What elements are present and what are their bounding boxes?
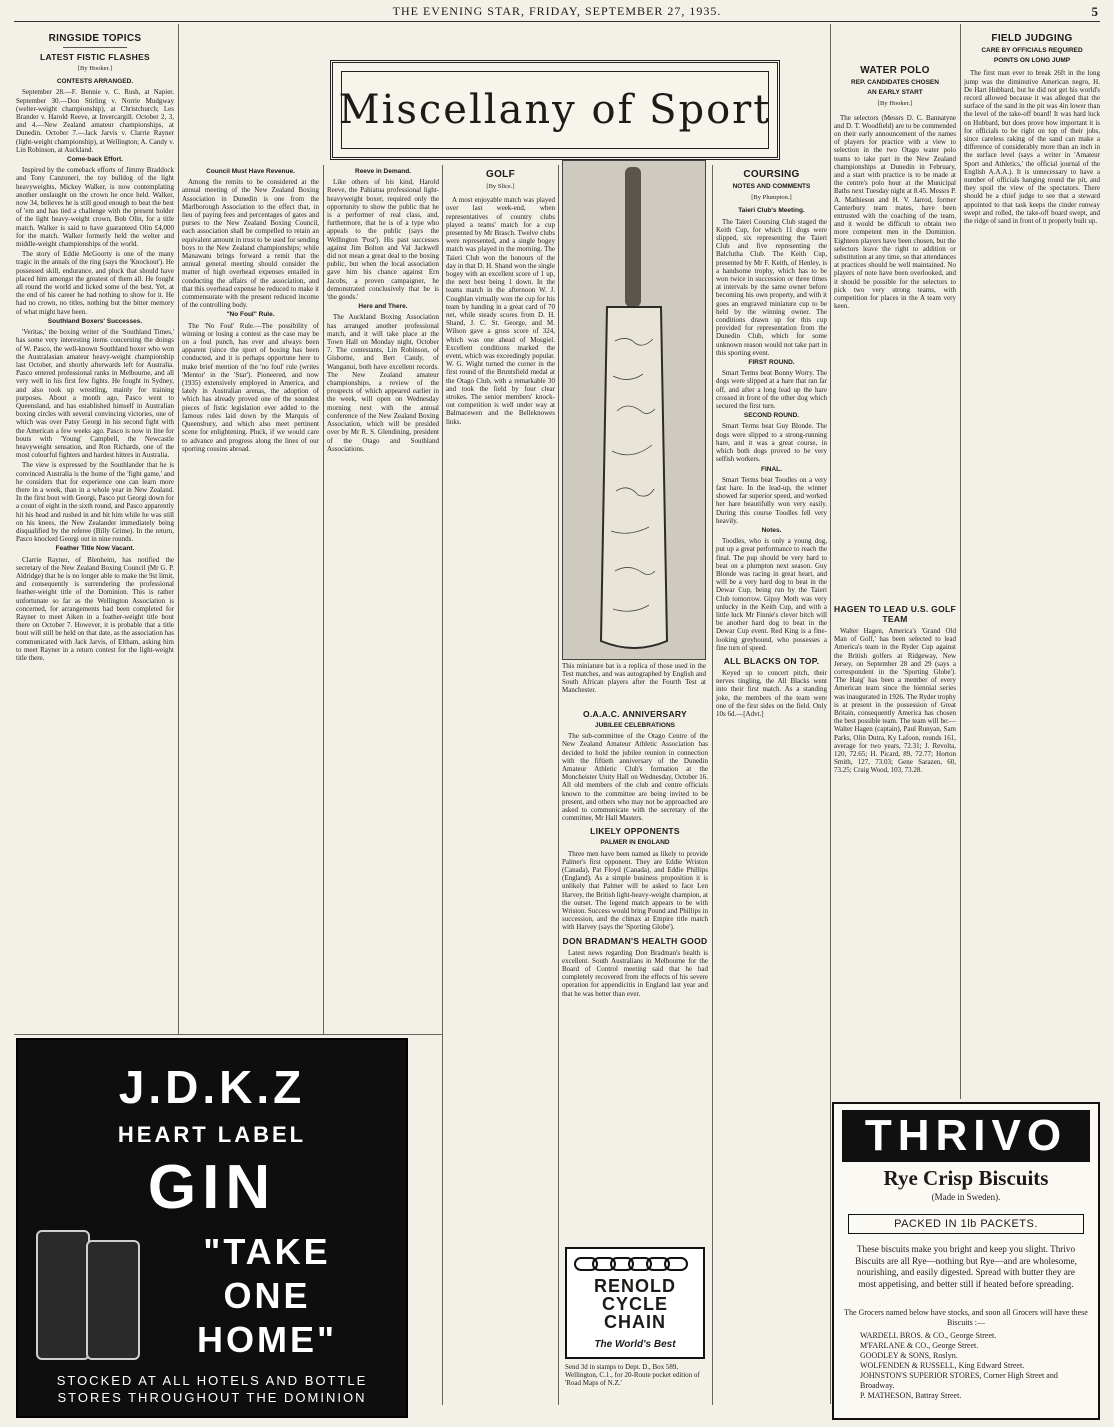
gin-product: GIN xyxy=(147,1153,277,1222)
renold-note: Send 3d in stamps to Dept. D., Box 589, Wellington, C.1., for 20-Route pocket edition of 'Road Maps of N.Z.' xyxy=(565,1363,700,1387)
section-text: The view is expressed by the Southlander that he is convinced Australia is the home of the 'fight game,' and he considers that for experience one can learn more there in a week, than in a whole year in New Zealand. In the first bout with Georgi, Pasco put Georgi down for a count of eight in the sixth round, and Pasco apparently hit his head and rushed in and hit him while he was still on his knees, the New Zealander immediately being disqualified by the referee (Billy Grime). In the return, Pasco knocked Georgi out in nine rounds. xyxy=(16,461,174,544)
boxing-column-3 xyxy=(327,166,439,1032)
photo-column-stories xyxy=(562,705,708,1245)
oaac-text: The sub-committee of the Otago Centre of the New Zealand Amateur Athletic Association has decided to hold the jubilee reunion in connection with the fiftieth anniversary of the Dunedin Amateur Athletic Club's formation at the Moncheister Unity Hall on Wednesday, October 16. All old members of the club and centre officials known to the committee are being invited to be present, and others who may not be approached are asked to communicate with the secretary of the committee, Mr Hall Masters. xyxy=(562,732,708,823)
column-rule xyxy=(442,165,443,1405)
coursing-column xyxy=(716,166,827,1401)
section-title: Notes. xyxy=(761,526,782,534)
section-title: Reeve in Demand. xyxy=(355,168,411,175)
gin-slogan xyxy=(148,1230,386,1362)
oaac-subheading: JUBILEE CELEBRATIONS xyxy=(594,722,676,729)
column-rule xyxy=(960,24,961,1099)
masthead-title: THE EVENING STAR, FRIDAY, SEPTEMBER 27, 1935. xyxy=(392,4,722,18)
coursing-heading: COURSING xyxy=(743,169,800,180)
section-text: Like others of his kind, Harold Reeve, the Pahiatua professional light-heavyweight boxer, required only the opportunity to show the public that he is a performer of real class, and, furthermore, that he is of a type who appeals to the public (says the Wellington 'Post'). His past successes against Jim Bolton and Val Jackwell did not mean a great deal to the boxing public, but when the local association gave him his chance against Ern Jacobs, a proven campaigner, he demonstrated conclusively that he is 'the goods.' xyxy=(327,178,439,302)
section-title: FIRST ROUND. xyxy=(748,359,795,367)
grocer-item: P. MATHESON, Battray Street. xyxy=(860,1391,962,1400)
golf-text: A most enjoyable match was played over last week-end, when representatives of country clubs played a teams' match for a cup presented by Mr Brasch. Twelve clubs were represented, and a single bogey match was played in the morning. The Taieri Club won the honours of the day in that D. H. Shand won the single bogey with an excellent score of 1 up, the next best being 1 down. In the teams match in the afternoon W. J. Coughlan virtually won the cup for his team by handing in a great card of 70 net, while steady scores from D. H. Shand, J. C. St. George, and M. Wilson gave a gross score of 324, which was one ahead of Mosgiel. Excellent conditions marked the event, which was exceedingly popular. W. G. Wight turned the corner in the first round of the Bruntsfield medal at the Otago Club, with a remarkable 30 and took the field by four clear strokes. The senior members' knock-out competition is well under way at Balmacewen and the Belleknowes links. xyxy=(446,196,555,426)
section-title: Southland Boxers' Successes. xyxy=(47,317,143,325)
ringside-byline: [By Hooker.] xyxy=(77,65,113,72)
renold-title-line: CYCLE xyxy=(601,1294,668,1314)
column-rule xyxy=(178,24,179,1034)
section-rule xyxy=(14,1034,442,1035)
field-text: The first man ever to break 26ft in the long jump was the diminutive American negro, H. De Hart Hubbard, but he did not get his world's record allowed because it was alleged that the surface of the sand in the pit was 4in lower than the level of the take-off board! It was hard luck on Hubbard, but does prove how important it is for officials to be right on top of their jobs, since careless raking of the sand can make a difference of considerably more than an inch in the surface level (says a writer in 'Amateur Sport and Athletics,' the official journal of the English A.A.A.). It is unnecessary to have a number of officials hanging round the pit, and they spoil the view of the spectators. There should be a chief judge to see that a steward appointed to that task keeps the cinder runway swept and rolled, the take-off board swept, and the ridge of sand in front of it properly built up. xyxy=(964,69,1100,226)
hagen-heading: HAGEN TO LEAD U.S. GOLF TEAM xyxy=(834,604,956,624)
gin-slogan-line: ONE xyxy=(223,1275,311,1316)
cricket-bat-photo xyxy=(562,160,706,660)
section-text: Toodles, who is only a young dog, put up a great performance to reach the final. The pup should be very hard to beat on a plumpton next season. Guy Blonde was racing in great heart, and will be a very hard dog to beat in the Dewar Cup, being run by the Taieri Club tomorrow. Gipsy Moth was very unlucky in the Keith Cup, and with a little luck Mr Finnie's clever bitch will be another hard dog to beat in the Dewar Cup event. Red King is a fine-looking greyhound, who possesses a fine turn of speed. xyxy=(716,537,827,652)
section-text: Smart Terms beat Guy Blonde. The dogs were slipped to a strong-running hare, and it was a great course, in which both dogs proved to be very selfish workers. xyxy=(716,422,827,464)
thrivo-packed: PACKED IN 1lb PACKETS. xyxy=(848,1214,1084,1234)
boxing-column-2 xyxy=(182,166,319,1032)
ringside-heading: RINGSIDE TOPICS xyxy=(48,33,142,44)
section-text: Smart Terms beat Toodles on a very fast hare. In the lead-up, the winner showed far superior speed, and worked her hare beautifully won very easily. During this course Toodles fell very heavily. xyxy=(716,475,827,525)
column-rule xyxy=(712,165,713,1405)
chain-icon xyxy=(573,1255,697,1273)
gin-bottle-icon xyxy=(36,1230,90,1360)
grocer-item: M'FARLANE & CO., George Street. xyxy=(860,1341,979,1350)
renold-title-line: CHAIN xyxy=(604,1312,666,1332)
bradman-text: Latest news regarding Don Bradman's health is excellent. South Australians in Melbourne for the Board of Control meeting said that he had completely recovered from the effects of his severe operation for appendicitis in England last year and that he was better than ever. xyxy=(562,948,708,998)
cricket-bat-image xyxy=(563,161,705,659)
thrivo-product: Rye Crisp Biscuits xyxy=(883,1166,1049,1190)
likely-subheading: PALMER IN ENGLAND xyxy=(600,839,670,847)
hagen-text: Walter Hagen, America's 'Grand Old Man of Golf,' has been selected to lead America's team in the Ryder Cup against the British golfers at Ridgeway, New Jersey, on September 28 and 29 (says a correspondent in the 'Sporting Globe'). 'The Haig' has been a member of every American team since the biennial series was inaugurated in 1926. The Ryder trophy is at present in the possession of Great Britain, consequently America has chosen the best possible team. The team will be:— Walter Hagen (captain), Paul Runyan, Sam Parks, Olin Dutra, Ky Lafoon, rounds 161, average for two years, 72.31; J. Revolta, 120, 72.65; H. Picard, 89, 72.77; Horton Smith, 127, 73.03; Gene Sarazen, 60, 73.25; Craig Wood, 103, 73.28. xyxy=(834,627,956,775)
grocer-item: WOLFENDEN & RUSSELL, King Edward Street. xyxy=(860,1361,1025,1370)
gin-footer-line: STORES THROUGHOUT THE DOMINION xyxy=(57,1390,367,1405)
section-title: Taieri Club's Meeting. xyxy=(738,207,805,215)
ringside-subheading: LATEST FISTIC FLASHES xyxy=(39,52,151,62)
section-text: Among the remits to be considered at the annual meeting of the New Zealand Boxing Association in Dunedin is one from the Marlborough Association to the effect that, in lieu of paying fees and percentages of gates and purses to the New Zealand Boxing Council, each association shall be compelled to retain an equivalent amount in trust to be used for sending boys to the New Zealand championships; while Manawatu brings forward a remit that the annual general meeting should consider the matter of high overhead expenses entailed in conducting the affairs of the association, and that this overhead expense be reduced to make it commensurate with the present reduced income of the controlling body. xyxy=(182,178,319,310)
grocer-item: GOODLEY & SONS, Roslyn. xyxy=(860,1351,958,1360)
allblacks-text: Keyed up to concert pitch, their nerves tingling, the All Blacks went into their first match. As a standing joke, the members of the team were one of the first sides on the field. Only 10s 6d.—[Advt.] xyxy=(716,668,827,718)
banner-inner-border xyxy=(341,71,769,149)
section-title: FINAL. xyxy=(761,465,782,473)
waterpolo-subheading: REP. CANDIDATES CHOSEN xyxy=(851,79,939,86)
grocers-heading: The Grocers named below have stocks, and soon all Grocers will have these Biscuits :— xyxy=(844,1308,1088,1327)
waterpolo-subheading-2: AN EARLY START xyxy=(867,89,923,97)
section-title: SECOND ROUND. xyxy=(743,412,800,420)
gin-footer xyxy=(18,1372,406,1406)
allblacks-heading: ALL BLACKS ON TOP. xyxy=(723,655,820,666)
grocer-item: WARDELL BROS. & CO., George Street. xyxy=(860,1331,997,1340)
gin-footer-line: STOCKED AT ALL HOTELS AND BOTTLE xyxy=(56,1373,368,1388)
thrivo-body: These biscuits make you bright and keep you slight. Thrivo Biscuits are all Rye—nothing but Rye—and are wholesome, nourishing, and easily digested. Spread with butter they are most appetising, and better still if heated before spreading. xyxy=(855,1244,1077,1289)
page-number: 5 xyxy=(1091,4,1098,19)
waterpolo-byline: [By Hooker.] xyxy=(877,100,913,108)
section-text: 'Veritas,' the boxing writer of the 'Southland Times,' has some very interesting items concerning the doings of W. Pasco, the well-known Southland boxer who won the Australasian amateur heavy-weight championship last October, and shortly afterwards left for Australia. Pasco entered professional ranks in Melbourne, and all very well in his first few fights. He fought in Sydney, and also took up wrestling, mainly for training purposes. About a month ago, Pasco went to Queensland, and has established himself in Australian boxing circles with several convincing victories, one of which was over Patsy Georgi in his second fight with the American a few weeks ago. Pasco is now in line for bouts with 'Young' Campbell, the Newcastle heavyweight sensation, and Ron Richards, one of the most colourful fighters and hardest hitters in Australia. xyxy=(16,328,174,460)
renold-title-line: RENOLD xyxy=(594,1276,676,1296)
likely-heading: LIKELY OPPONENTS xyxy=(590,826,680,837)
gin-brand: J.D.K.Z xyxy=(118,1061,306,1113)
oaac-heading: O.A.A.C. ANNIVERSARY xyxy=(582,709,688,719)
field-heading: FIELD JUDGING xyxy=(991,33,1073,44)
miscellany-banner xyxy=(330,60,780,160)
section-text: Inspired by the comeback efforts of Jimmy Braddock and Tony Canzoneri, the toy bulldog of the light heavyweights, Mickey Walker, is now contemplating another onslaught on the crown he once held. Walker, now 34, believes he is still good enough to beat the best of 'em and has tied a challenge with the present holder of the light heavy-weight crown, Bob Olin, for a title match. Walker is said to have guaranteed Olin £4,000 for the match. Walker formerly held the welter and middle-weight championships of the world. xyxy=(16,166,174,249)
section-title: Feather Title Now Vacant. xyxy=(55,545,135,553)
section-title: "No Foul" Rule. xyxy=(226,311,275,319)
golf-heading: GOLF xyxy=(486,169,515,180)
section-text: September 28.—F. Bennie v. C. Rush, at Napier. September 30.—Don Stirling v. Norrie Mudgway (welter-weight championship), at Christchurch; Les Brander v. Harold Reeve, at Invercargill. October 2, 3, and 4.—New Zealand amateur championships, at Dunedin. October 7.—Jack Jarvis v. Clarrie Rayner (light-weight championship), at Wellington; A. Candy v. Lin Robinson, at Auckland. xyxy=(16,88,174,154)
section-text: The Auckland Boxing Association has arranged another professional match, and it will take place at the Town Hall on Monday night, October 7. The contestants, Lin Robinson, of Gisborne, and Bert Candy, of Wanganui, both have excellent records. The New Zealand amateur championships, a review of the prospects of which appeared earlier in the week, will open on Wednesday morning next with the annual conference of the New Zealand Boxing Association, which will be presided over by Mr R. S. Glendining, president of the Otago and Southland Associations. xyxy=(327,313,439,453)
gin-slogan-line: "TAKE xyxy=(203,1231,331,1272)
column-rule xyxy=(323,165,324,1035)
gin-advertisement xyxy=(16,1038,408,1418)
thrivo-grocers xyxy=(844,1308,1088,1401)
bradman-heading: DON BRADMAN'S HEALTH GOOD xyxy=(562,935,708,946)
hagen-column xyxy=(834,600,956,1095)
field-subheading: CARE BY OFFICIALS REQUIRED xyxy=(981,47,1083,54)
ringside-column xyxy=(16,30,174,1030)
section-title: Come-back Effort. xyxy=(67,156,123,164)
thrivo-brand: THRIVO xyxy=(842,1110,1090,1162)
waterpolo-column xyxy=(834,30,956,570)
field-judging-column xyxy=(964,30,1100,1095)
waterpolo-heading: WATER POLO xyxy=(860,65,930,76)
field-subheading-2: POINTS ON LONG JUMP xyxy=(993,57,1071,65)
column-rule xyxy=(558,165,559,1405)
thrivo-origin: (Made in Sweden). xyxy=(931,1192,1001,1202)
coursing-byline: [By Plumpton.] xyxy=(751,194,792,202)
photo-caption: This miniature bat is a replica of those used in the Test matches, and was autographed by English and South African players after the Fourth Test at Manchester. xyxy=(562,662,706,694)
renold-advertisement xyxy=(565,1247,705,1359)
section-title: CONTESTS ARRANGED. xyxy=(56,78,134,86)
likely-text: Three men have been named as likely to provide Palmer's first opponent. They are Eddie Wriston (Canada), Pat Floyd (Canada), and Eddie Phillips (England). As a simple business proposition it is unlikely that Palmer will be asked to face Len Harvey, the British light-heavy-weight champion, at the outset. The legend match appears to be with Wriston. Success would bring Pound and Phillips in succession, and the climax at Empire title match with Harvey (says the 'Sporting Globe'). xyxy=(562,849,708,932)
section-title: Council Must Have Revenue. xyxy=(206,168,295,175)
golf-byline: [By Slice.] xyxy=(486,183,515,190)
banner-title: Miscellany of Sport xyxy=(338,87,772,133)
section-title: Here and There. xyxy=(358,303,408,311)
gin-slogan-line: HOME" xyxy=(196,1319,338,1360)
gin-bottle-icon xyxy=(86,1240,140,1360)
gin-label: HEART LABEL xyxy=(117,1122,307,1147)
column-rule xyxy=(830,24,831,1404)
thrivo-advertisement xyxy=(832,1102,1100,1420)
renold-title xyxy=(572,1277,698,1331)
grocer-item: JOHNSTON'S SUPERIOR STORES, Corner High Street and Broadway. xyxy=(860,1371,1058,1390)
waterpolo-text: The selectors (Messrs D. C. Bannatyne and D. T. Woodfield) are to be commended on their early announcement of the names of players for practice with a view to selection in the two Otago water polo teams to take part in the New Zealand championships at Dunedin in February, and a start with practice is to be made at the centre's polo hour at the Municipal Baths next Tuesday night at 8.45. Messrs P. A. Mathieson and H. V. Jarrod, former Canterbury team mates, have been entrusted with the coaching of the team, and it would be difficult to obtain two more competent men in the Dominion. Eighteen players have been chosen, but the selectors leave the right to addition or substitution at any time, so that attendances at practices should be well maintained. No players of note have been overlooked, and it should be possible for the selectors to pick two very strong teams, with competition for places in the A team very keen. xyxy=(834,113,956,311)
section-text: The Taieri Coursing Club staged the Keith Cup, for which 11 dogs were slipped, six representing the Taieri Club and five representing the Balclutha Club. The Keith Cup, presented by Mr F. Keith, of Henley, is a handsome trophy, which has to be won twice in succession or three times at intervals by the same owner before becoming his own property, and with it goes an engraved miniature cup to be held by the winning owner. The conditions drawn up for this cup provided for representation from the Dunedin Club, which for some unknown reason would not take part in this sporting event. xyxy=(716,217,827,357)
golf-column xyxy=(446,166,555,1401)
coursing-subheading: NOTES AND COMMENTS xyxy=(732,183,811,190)
section-text: Clarrie Rayner, of Blenheim, has notified the secretary of the New Zealand Boxing Council (Mr G. P. Aldridge) that he is no longer able to make the 9st limit, and consequently is surrendering the professional feather-weight title of the Dominion. This is rather unfortunate so far as the Wellington Association is concerned, for arrangements had been completed for Rayner to meet Aiken in a feather-weight title bout there on October 7. However, it is probable that a title bout will still be held on that date, as the association has communicated with Jack Jarvis, of Eltham, asking him to meet Rayner in a return contest for the light-weight title there. xyxy=(16,555,174,663)
renold-tagline: The World's Best xyxy=(594,1339,676,1350)
section-text: The 'No Foul' Rule.—The possibility of winning or losing a contest as the case may be on a foul punch, has ever and always been apparent (since the sport of boxing has been conducted, and it is perhaps opportune here to make brief mention of the 'no foul' rule (writes 'Mentor' in the 'Star'). Pioneered, and now (1935) extensively employed in America, and lately in Australian arenas, the adoption of which has already proved one of the soundest pieces of fistic legislation ever added to the famous rules laid down by the Marquis of Queensbury, and which also meet pertinent scene for enlightening. Pluck, if we would care to advance and progress along the lines of our sporting cousins abroad. xyxy=(182,321,319,453)
masthead xyxy=(14,4,1100,22)
section-text: The story of Eddie McGoorty is one of the many tragic in the annals of the ring (says the 'Knockout'). He possessed skill, endurance, and pluck that should have placed him amongst the greatest of them all. He fought all round the world and licked some of the best. Yet, at the end of his career he had nothing to show for it. He had no crown, no titles, nothing but the bitter memory of what might have been. xyxy=(16,250,174,316)
section-text: Smart Terms beat Bonny Worry. The dogs were slipped at a hare that ran far off, and after a long lead up the hare crossed in front of the other dog which secured the first turn. xyxy=(716,369,827,411)
